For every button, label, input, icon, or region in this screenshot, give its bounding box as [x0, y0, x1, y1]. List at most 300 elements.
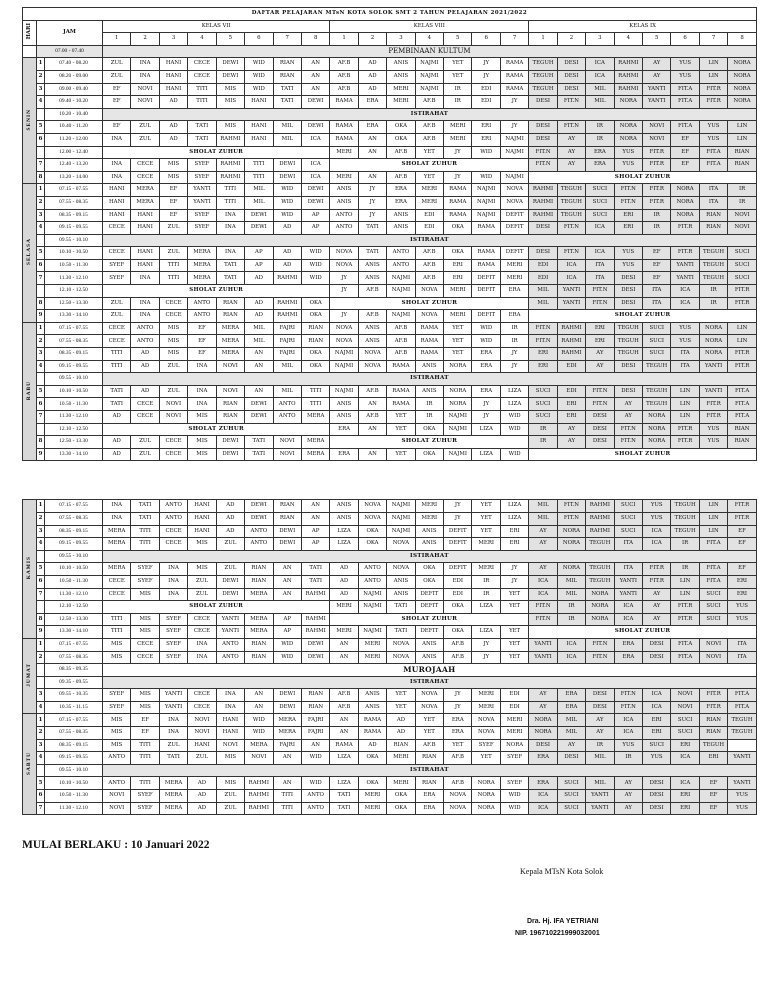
- teacher-cell: AD: [216, 525, 244, 538]
- teacher-cell: WID: [245, 714, 273, 727]
- teacher-cell: RAHMI: [529, 209, 557, 222]
- teacher-cell: EF: [671, 133, 699, 146]
- teacher-cell: SYEF: [131, 802, 159, 815]
- teacher-cell: AY: [614, 777, 642, 790]
- teacher-cell: MERI: [415, 500, 443, 513]
- teacher-cell: EF: [103, 96, 131, 109]
- teacher-cell: MIL: [273, 385, 301, 398]
- teacher-cell: NOVI: [131, 96, 159, 109]
- period-time: 07.55 - 08.35: [45, 512, 103, 525]
- period-number: [37, 285, 45, 298]
- teacher-cell: ANTO: [330, 222, 358, 235]
- teacher-cell: ANIS: [415, 360, 443, 373]
- schedule-row: [23, 538, 757, 551]
- teacher-cell: AY: [557, 133, 585, 146]
- day-name: SENIN: [25, 108, 32, 131]
- teacher-cell: EF: [699, 777, 727, 790]
- teacher-cell: WID: [472, 146, 500, 159]
- teacher-cell: ANTO: [330, 209, 358, 222]
- teacher-cell: OKA: [387, 121, 415, 134]
- schedule-row: [23, 601, 757, 614]
- teacher-cell: WID: [301, 247, 329, 260]
- teacher-cell: AN: [245, 348, 273, 361]
- teacher-cell: EDI: [444, 575, 472, 588]
- teacher-cell: TITI: [159, 272, 187, 285]
- sholat-label: SHOLAT ZUHUR: [103, 423, 330, 436]
- sholat-label: SHOLAT ZUHUR: [529, 310, 757, 323]
- period-time: 07.15 - 07.55: [45, 638, 103, 651]
- teacher-cell: NOVI: [103, 802, 131, 815]
- teacher-cell: JY: [358, 196, 386, 209]
- class-number: 6: [671, 33, 699, 46]
- teacher-cell: ANIS: [330, 500, 358, 513]
- teacher-cell: INA: [159, 727, 187, 740]
- teacher-cell: ICA: [643, 538, 671, 551]
- teacher-cell: AN: [330, 651, 358, 664]
- teacher-cell: TEGUH: [671, 525, 699, 538]
- teacher-cell: OKA: [415, 563, 443, 576]
- teacher-cell: SUCI: [728, 259, 757, 272]
- teacher-cell: MIL: [529, 285, 557, 298]
- period-number: 1: [37, 714, 45, 727]
- teacher-cell: DEFIT: [444, 525, 472, 538]
- period-time: 07.15 - 07.55: [45, 714, 103, 727]
- teacher-cell: FAJRI: [301, 714, 329, 727]
- teacher-cell: CECE: [103, 335, 131, 348]
- teacher-cell: JY: [472, 58, 500, 71]
- teacher-cell: NOVA: [358, 348, 386, 361]
- teacher-cell: SUCI: [586, 196, 614, 209]
- teacher-cell: TEGUH: [586, 563, 614, 576]
- teacher-cell: FIT.R: [671, 423, 699, 436]
- teacher-cell: RAHMI: [216, 133, 244, 146]
- teacher-cell: TATI: [330, 790, 358, 803]
- teacher-cell: ITA: [728, 651, 756, 664]
- teacher-cell: ITA: [728, 638, 756, 651]
- class-number: 7: [273, 33, 301, 46]
- teacher-cell: IR: [529, 423, 557, 436]
- teacher-cell: AN: [358, 448, 386, 461]
- period-number: 1: [37, 500, 45, 513]
- sholat-label: SHOLAT ZUHUR: [330, 436, 529, 449]
- teacher-cell: RAHMI: [529, 196, 557, 209]
- teacher-cell: MIL: [529, 297, 557, 310]
- class-number: 2: [557, 33, 585, 46]
- teacher-cell: NOVI: [671, 701, 699, 714]
- teacher-cell: TITI: [103, 348, 131, 361]
- teacher-cell: INA: [159, 563, 187, 576]
- teacher-cell: HANI: [131, 209, 159, 222]
- class-number: 4: [188, 33, 216, 46]
- teacher-cell: TITI: [301, 385, 329, 398]
- teacher-cell: ICA: [301, 133, 329, 146]
- teacher-cell: NOVA: [358, 360, 386, 373]
- teacher-cell: LIZA: [500, 500, 528, 513]
- teacher-cell: MIS: [131, 689, 159, 702]
- teacher-cell: AY: [529, 525, 557, 538]
- teacher-cell: INA: [159, 714, 187, 727]
- teacher-cell: ICA: [301, 171, 329, 184]
- teacher-cell: TATI: [273, 83, 301, 96]
- teacher-cell: JY: [444, 689, 472, 702]
- teacher-cell: EDI: [472, 96, 500, 109]
- teacher-cell: NOVI: [216, 385, 244, 398]
- teacher-cell: DEWI: [301, 184, 329, 197]
- period-time: 09.55 - 10.35: [45, 689, 103, 702]
- period-time: 13.30 - 14.10: [45, 448, 103, 461]
- teacher-cell: NOVA: [358, 512, 386, 525]
- teacher-cell: FIT.N: [614, 436, 642, 449]
- teacher-cell: MERA: [188, 272, 216, 285]
- schedule-row: [23, 184, 757, 197]
- teacher-cell: IR: [728, 196, 757, 209]
- teacher-cell: MIS: [159, 171, 187, 184]
- period-number: 9: [37, 626, 45, 639]
- teacher-cell: NORA: [444, 398, 472, 411]
- teacher-cell: IR: [671, 538, 699, 551]
- teacher-cell: AD: [159, 121, 187, 134]
- teacher-cell: AN: [330, 714, 358, 727]
- teacher-cell: LIN: [671, 398, 699, 411]
- teacher-cell: FIT.A: [728, 411, 757, 424]
- teacher-cell: NOVI: [699, 651, 727, 664]
- teacher-cell: ZUL: [131, 448, 159, 461]
- period-number: 2: [37, 196, 45, 209]
- teacher-cell: RAMA: [472, 259, 500, 272]
- schedule-row: [23, 638, 757, 651]
- teacher-cell: AF.B: [387, 146, 415, 159]
- teacher-cell: FIT.R: [699, 701, 727, 714]
- teacher-cell: NAJMI: [444, 423, 472, 436]
- teacher-cell: AD: [188, 802, 216, 815]
- teacher-cell: DESI: [614, 360, 642, 373]
- teacher-cell: YANTI: [159, 701, 187, 714]
- teacher-cell: DEFIT: [500, 222, 528, 235]
- teacher-cell: YUS: [728, 601, 756, 614]
- teacher-cell: RAMA: [387, 385, 415, 398]
- teacher-cell: IR: [444, 96, 472, 109]
- teacher-cell: FIT.N: [557, 247, 585, 260]
- teacher-cell: ERA: [586, 146, 614, 159]
- teacher-cell: HANI: [188, 512, 216, 525]
- teacher-cell: ICA: [557, 638, 585, 651]
- teacher-cell: SYEF: [159, 638, 187, 651]
- teacher-cell: TATI: [216, 259, 244, 272]
- teacher-cell: ANTO: [131, 335, 159, 348]
- teacher-cell: RIAN: [245, 651, 273, 664]
- teacher-cell: MERI: [472, 689, 500, 702]
- teacher-cell: OKA: [301, 297, 329, 310]
- teacher-cell: ANIS: [387, 222, 415, 235]
- teacher-cell: ERA: [586, 159, 614, 172]
- teacher-cell: CECE: [131, 159, 159, 172]
- teacher-cell: ERA: [358, 96, 386, 109]
- teacher-cell: HANI: [131, 222, 159, 235]
- teacher-cell: RAMA: [500, 58, 528, 71]
- teacher-cell: DEWI: [216, 448, 244, 461]
- teacher-cell: RAHMI: [557, 335, 585, 348]
- class-number: 3: [586, 33, 614, 46]
- teacher-cell: NOVI: [131, 83, 159, 96]
- teacher-cell: AD: [245, 310, 273, 323]
- teacher-cell: SYEF: [131, 563, 159, 576]
- teacher-cell: FIT.N: [614, 184, 642, 197]
- teacher-cell: AN: [301, 70, 329, 83]
- teacher-cell: EF: [699, 802, 727, 815]
- teacher-cell: TATI: [103, 398, 131, 411]
- teacher-cell: FIT.N: [529, 322, 557, 335]
- class-number: 3: [387, 33, 415, 46]
- teacher-cell: EF: [643, 259, 671, 272]
- teacher-cell: AN: [273, 575, 301, 588]
- teacher-cell: ERI: [529, 348, 557, 361]
- sholat-label: SHOLAT ZUHUR: [103, 285, 330, 298]
- teacher-cell: AY: [557, 423, 585, 436]
- period-number: 9: [37, 448, 45, 461]
- teacher-cell: WID: [500, 802, 528, 815]
- teacher-cell: YANTI: [159, 689, 187, 702]
- teacher-cell: MERA: [216, 348, 244, 361]
- teacher-cell: NORA: [699, 348, 727, 361]
- section-gap: [22, 461, 746, 499]
- teacher-cell: CECE: [159, 297, 187, 310]
- period-number: 7: [37, 159, 45, 172]
- teacher-cell: JY: [472, 398, 500, 411]
- teacher-cell: MIS: [159, 159, 187, 172]
- teacher-cell: ZUL: [216, 790, 244, 803]
- teacher-cell: DEWI: [245, 222, 273, 235]
- period-time: 07.40 - 08.20: [45, 58, 103, 71]
- teacher-cell: TATI: [159, 752, 187, 765]
- teacher-cell: MIS: [159, 335, 187, 348]
- teacher-cell: ANIS: [415, 385, 443, 398]
- teacher-cell: ICA: [671, 777, 699, 790]
- teacher-cell: FIT.R: [671, 601, 699, 614]
- teacher-cell: ERA: [330, 423, 358, 436]
- schedule-row: [23, 159, 757, 172]
- schedule-row: [23, 373, 757, 386]
- teacher-cell: FIT.R: [643, 184, 671, 197]
- schedule-row: [23, 411, 757, 424]
- teacher-cell: AN: [245, 689, 273, 702]
- teacher-cell: HANI: [159, 83, 187, 96]
- day-label-jumat: [23, 638, 37, 714]
- teacher-cell: DESI: [614, 272, 642, 285]
- teacher-cell: SYEF: [188, 171, 216, 184]
- teacher-cell: IR: [500, 322, 528, 335]
- class-number: 4: [415, 33, 443, 46]
- teacher-cell: INA: [131, 310, 159, 323]
- teacher-cell: AD: [387, 714, 415, 727]
- teacher-cell: TITI: [131, 525, 159, 538]
- period-number: 2: [37, 335, 45, 348]
- teacher-cell: AF.B: [415, 739, 443, 752]
- period-time: 07.15 - 07.55: [45, 322, 103, 335]
- teacher-cell: AN: [301, 512, 329, 525]
- period-number: 6: [37, 398, 45, 411]
- teacher-cell: AD: [216, 500, 244, 513]
- teacher-cell: ERI: [643, 714, 671, 727]
- teacher-cell: RIAN: [699, 222, 727, 235]
- teacher-cell: YANTI: [557, 285, 585, 298]
- teacher-cell: MERI: [330, 626, 358, 639]
- teacher-cell: NOVI: [273, 436, 301, 449]
- teacher-cell: DESI: [586, 701, 614, 714]
- teacher-cell: RIAN: [387, 739, 415, 752]
- teacher-cell: NOVA: [330, 322, 358, 335]
- schedule-row: [23, 96, 757, 109]
- teacher-cell: TEGUH: [529, 70, 557, 83]
- day-label-sabtu: [23, 714, 37, 815]
- teacher-cell: SYEF: [500, 777, 528, 790]
- teacher-cell: NORA: [728, 83, 757, 96]
- teacher-cell: NORA: [728, 70, 757, 83]
- teacher-cell: FIT.N: [557, 121, 585, 134]
- day-name: JUMAT: [25, 663, 32, 687]
- teacher-cell: ERA: [614, 638, 642, 651]
- teacher-cell: RAHMI: [216, 159, 244, 172]
- teacher-cell: FIT.N: [557, 512, 585, 525]
- teacher-cell: DESI: [529, 133, 557, 146]
- teacher-cell: NOVI: [188, 714, 216, 727]
- teacher-cell: MIS: [131, 701, 159, 714]
- period-number: 5: [37, 777, 45, 790]
- teacher-cell: WID: [301, 752, 329, 765]
- teacher-cell: YET: [500, 651, 528, 664]
- teacher-cell: SYEF: [159, 613, 187, 626]
- teacher-cell: NAJMI: [387, 512, 415, 525]
- teacher-cell: RAHMI: [557, 322, 585, 335]
- schedule-row: [23, 689, 757, 702]
- teacher-cell: ZUL: [216, 538, 244, 551]
- day-label-rabu: [23, 322, 37, 461]
- teacher-cell: FIT.A: [728, 701, 756, 714]
- teacher-cell: EDI: [500, 701, 528, 714]
- teacher-cell: JY: [472, 638, 500, 651]
- teacher-cell: FIT.A: [728, 689, 756, 702]
- teacher-cell: FAJRI: [301, 727, 329, 740]
- teacher-cell: RAHMI: [614, 58, 642, 71]
- teacher-cell: ERA: [557, 689, 585, 702]
- period-time: 08.35 - 09.35: [45, 664, 103, 677]
- teacher-cell: MERI: [415, 184, 443, 197]
- break-label: ISTIRAHAT: [103, 764, 757, 777]
- teacher-cell: AF.B: [444, 638, 472, 651]
- teacher-cell: ANIS: [330, 398, 358, 411]
- class-number: 5: [643, 33, 671, 46]
- teacher-cell: ANIS: [415, 525, 443, 538]
- teacher-cell: ERI: [444, 259, 472, 272]
- period-time: 11.30 - 12.10: [45, 802, 103, 815]
- teacher-cell: INA: [131, 272, 159, 285]
- teacher-cell: AY: [643, 70, 671, 83]
- teacher-cell: MERI: [500, 714, 528, 727]
- teacher-cell: AD: [103, 436, 131, 449]
- teacher-cell: LIN: [699, 70, 727, 83]
- teacher-cell: ERI: [671, 739, 699, 752]
- period-number: 5: [37, 247, 45, 260]
- teacher-cell: RAHMI: [273, 272, 301, 285]
- teacher-cell: MERA: [188, 259, 216, 272]
- teacher-cell: CECE: [159, 538, 187, 551]
- teacher-cell: TEGUH: [643, 398, 671, 411]
- teacher-cell: AF.B: [358, 411, 386, 424]
- teacher-cell: MIS: [103, 714, 131, 727]
- teacher-cell: SUCI: [529, 385, 557, 398]
- teacher-cell: YANTI: [586, 790, 614, 803]
- class-number: 7: [500, 33, 528, 46]
- period-time: 08.35 - 09.15: [45, 525, 103, 538]
- period-number: [37, 373, 45, 386]
- teacher-cell: SUCI: [728, 247, 757, 260]
- teacher-cell: NOVI: [216, 739, 244, 752]
- teacher-cell: MERI: [472, 701, 500, 714]
- sholat-label: SHOLAT ZUHUR: [529, 171, 757, 184]
- teacher-cell: TITI: [103, 626, 131, 639]
- teacher-cell: YANTI: [614, 575, 642, 588]
- teacher-cell: WID: [500, 790, 528, 803]
- teacher-cell: MERI: [387, 752, 415, 765]
- teacher-cell: WID: [273, 651, 301, 664]
- teacher-cell: AF.B: [387, 322, 415, 335]
- teacher-cell: DEFIT: [415, 588, 443, 601]
- teacher-cell: MIL: [557, 575, 585, 588]
- teacher-cell: TEGUH: [529, 58, 557, 71]
- teacher-cell: SUCI: [699, 601, 727, 614]
- day-label-senin: [23, 58, 37, 184]
- teacher-cell: DEWI: [245, 411, 273, 424]
- period-time: 09.55 - 10.10: [45, 373, 103, 386]
- teacher-cell: ITA: [586, 272, 614, 285]
- teacher-cell: NAJMI: [387, 500, 415, 513]
- period-number: [37, 423, 45, 436]
- teacher-cell: ANTO: [103, 777, 131, 790]
- teacher-cell: ERA: [330, 448, 358, 461]
- period-number: 7: [37, 411, 45, 424]
- teacher-cell: DEWI: [216, 58, 244, 71]
- teacher-cell: ERI: [557, 411, 585, 424]
- teacher-cell: INA: [216, 689, 244, 702]
- teacher-cell: AY: [614, 398, 642, 411]
- teacher-cell: RAMA: [415, 322, 443, 335]
- teacher-cell: FIT.R: [728, 360, 757, 373]
- teacher-cell: NORA: [614, 121, 642, 134]
- period-time: 10.10 - 10.50: [45, 385, 103, 398]
- teacher-cell: FIT.N: [529, 335, 557, 348]
- teacher-cell: WID: [245, 727, 273, 740]
- teacher-cell: DEFIT: [472, 272, 500, 285]
- schedule-row: [23, 448, 757, 461]
- teacher-cell: MIS: [216, 83, 244, 96]
- teacher-cell: AN: [358, 133, 386, 146]
- class-number: 2: [131, 33, 159, 46]
- schedule-row: [23, 222, 757, 235]
- teacher-cell: FIT.N: [586, 385, 614, 398]
- teacher-cell: MIL: [557, 727, 585, 740]
- teacher-cell: SUCI: [586, 209, 614, 222]
- teacher-cell: NORA: [728, 96, 757, 109]
- teacher-cell: MIL: [586, 777, 614, 790]
- teacher-cell: OKA: [358, 538, 386, 551]
- teacher-cell: SYEF: [159, 626, 187, 639]
- teacher-cell: TITI: [273, 802, 301, 815]
- teacher-cell: NORA: [643, 411, 671, 424]
- teacher-cell: AN: [245, 360, 273, 373]
- teacher-cell: NOVA: [444, 790, 472, 803]
- teacher-cell: AD: [387, 727, 415, 740]
- teacher-cell: AD: [273, 222, 301, 235]
- teacher-cell: AP: [245, 247, 273, 260]
